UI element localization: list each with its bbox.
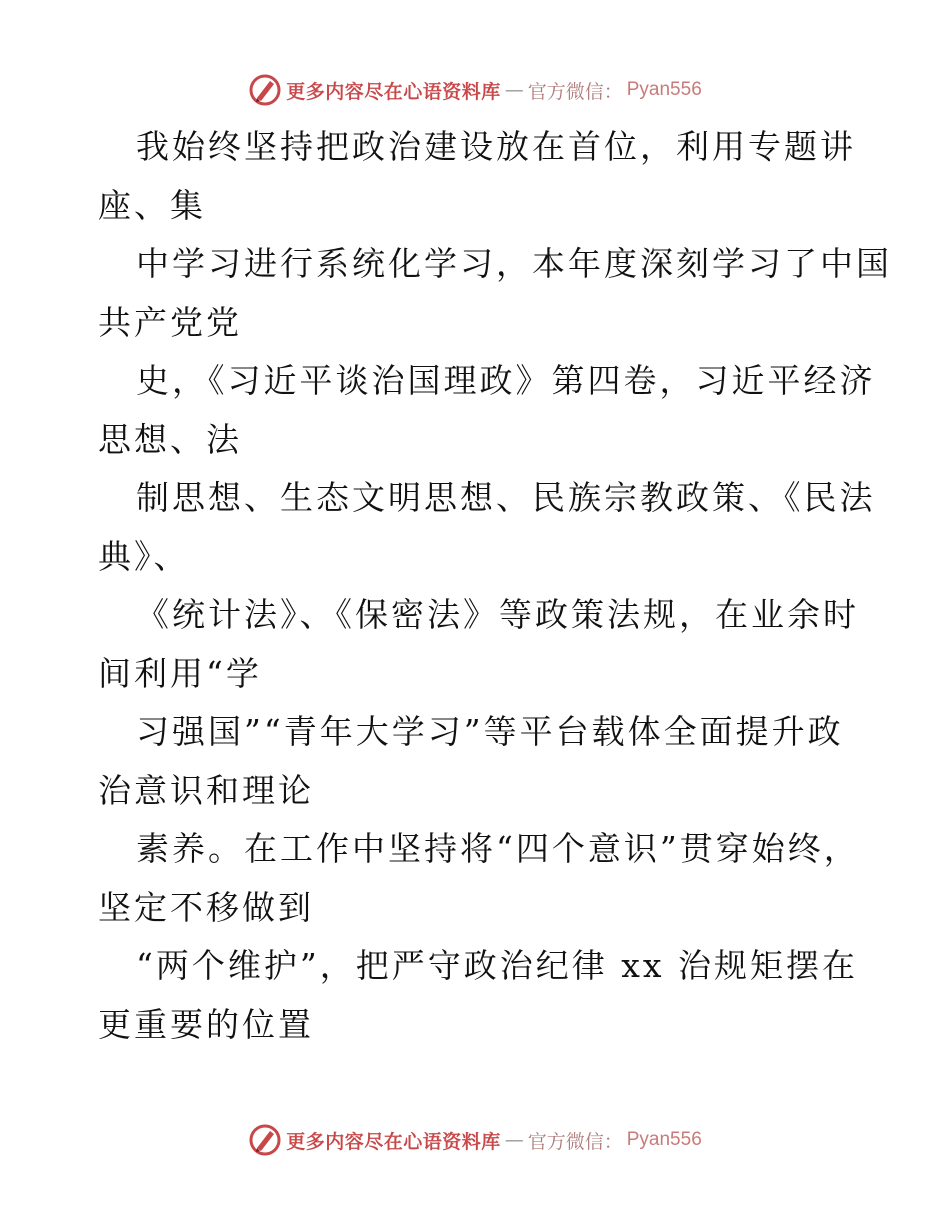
paragraph-line: 坚定不移做到 bbox=[98, 887, 314, 927]
paragraph-line: 治意识和理论 bbox=[98, 770, 314, 810]
paragraph-line: 共产党党 bbox=[98, 302, 242, 342]
header-watermark bbox=[0, 70, 950, 110]
paragraph-line: 《统计法》、《保密法》等政策法规，在业余时 bbox=[136, 595, 859, 634]
watermark-separator: — bbox=[504, 79, 524, 101]
paragraph-line: 我始终坚持把政治建设放在首位，利用专题讲 bbox=[136, 127, 856, 166]
watermark-account-id: Pyan556 bbox=[626, 1129, 702, 1150]
watermark-official-label: 官方微信： bbox=[527, 1130, 623, 1153]
footer-watermark bbox=[0, 1120, 950, 1160]
paragraph-line: “两个维护”，把严守政治纪律 xx 治规矩摆在 bbox=[136, 946, 858, 985]
watermark-brand-text: 更多内容尽在心语资料库 bbox=[286, 1130, 501, 1153]
watermark-account-id: Pyan556 bbox=[626, 79, 702, 100]
watermark-official-label: 官方微信： bbox=[527, 80, 623, 103]
paragraph-line: 间利用“学 bbox=[98, 653, 262, 693]
paragraph-line: 制思想、生态文明思想、民族宗教政策、《民法 bbox=[136, 478, 876, 517]
paragraph-line: 史，《习近平谈治国理政》第四卷，习近平经济 bbox=[136, 361, 876, 400]
paragraph-line: 更重要的位置 bbox=[98, 1004, 314, 1044]
pen-circle-logo-icon bbox=[248, 73, 282, 107]
paragraph-line: 座、集 bbox=[98, 185, 206, 225]
document-body bbox=[98, 118, 892, 1054]
paragraph-line: 典》、 bbox=[98, 536, 190, 576]
paragraph-line: 习强国”“青年大学习”等平台载体全面提升政 bbox=[136, 712, 844, 751]
watermark-separator: — bbox=[504, 1129, 524, 1151]
paragraph-line: 思想、法 bbox=[98, 419, 242, 459]
pen-circle-logo-icon bbox=[248, 1123, 282, 1157]
paragraph-line: 中学习进行系统化学习，本年度深刻学习了中国 bbox=[136, 244, 892, 283]
watermark-brand-text: 更多内容尽在心语资料库 bbox=[286, 80, 501, 103]
paragraph-line: 素养。在工作中坚持将“四个意识”贯穿始终， bbox=[136, 829, 860, 868]
